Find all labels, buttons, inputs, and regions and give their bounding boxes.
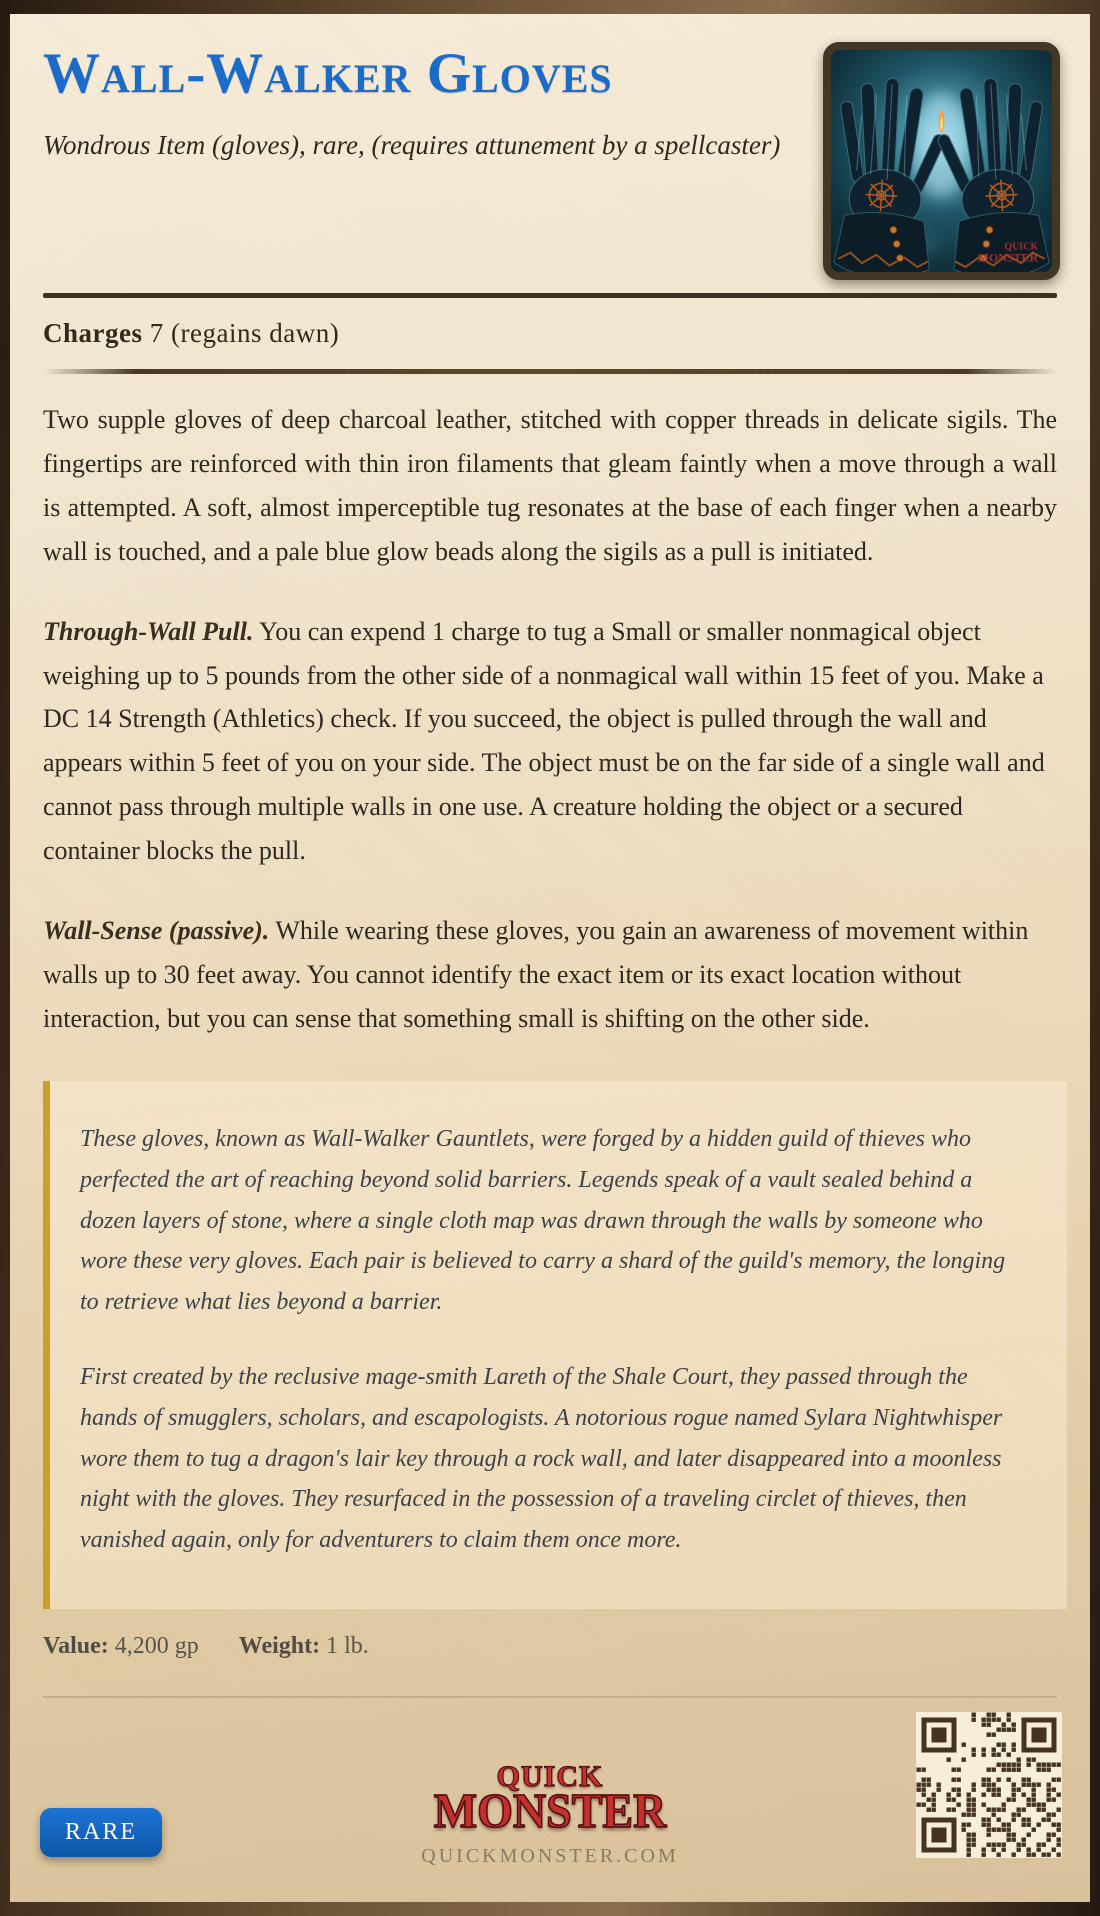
- item-description: Two supple gloves of deep charcoal leather, stitched with copper threads in delicate sigils. The fingertips are reinforced with thin iron filaments that gleam faintly when a move through a wall is attempted. A soft, almost imperceptible tug resonates at the base of each finger when a nearby wall is touched, and a pale blue glow beads along the sigils as a pull is initiated.: [43, 404, 1057, 566]
- feature-through-wall-pull: [43, 610, 1057, 874]
- charges-label: Charges: [43, 317, 143, 348]
- logo-quick-text: QUICK: [496, 1759, 604, 1793]
- logo-monster-text: MONSTER: [433, 1783, 667, 1838]
- lore-box: [43, 1081, 1067, 1609]
- stats-line: [43, 1633, 1057, 1660]
- quickmonster-logo: [43, 1760, 1057, 1868]
- gloves-illustration: [831, 50, 1052, 272]
- feature-name: Wall-Sense (passive).: [43, 916, 270, 946]
- lore-paragraph: First created by the reclusive mage-smith Lareth of the Shale Court, they passed through the hands of smugglers, scholars, and escapologists. A notorious rogue named Sylara Nightwhisper wore them to tug a dragon's lair key through a rock wall, and later disappeared into a moonless night with the gloves. They resurfaced in the possession of a traveling circlet of thieves, then vanished again, only for adventurers to claim them once more.: [80, 1364, 1003, 1554]
- page-title: Wall-Walker Gloves: [43, 42, 613, 105]
- divider-charges: [43, 369, 1057, 374]
- item-card: [10, 14, 1090, 1902]
- charges-value: 7 (regains dawn): [149, 317, 340, 348]
- value-amount: 4,200 gp: [114, 1632, 199, 1659]
- lore-paragraph: These gloves, known as Wall-Walker Gauntlets, were forged by a hidden guild of thieves who perfected the art of reaching beyond solid barriers. Legends speak of a vault sealed behind a dozen layers of stone, where a single cloth map was drawn through the walls by someone who wore these very gloves. Each pair is believed to carry a shard of the guild's memory, the longing to retrieve what lies beyond a barrier.: [80, 1126, 1006, 1316]
- feature-name: Through-Wall Pull.: [43, 616, 254, 646]
- divider-top: [43, 293, 1057, 298]
- feature-wall-sense: [43, 909, 1057, 1041]
- weight-label: Weight:: [238, 1632, 321, 1659]
- value-label: Value:: [43, 1632, 109, 1659]
- item-type-subtitle: Wondrous Item (gloves), rare, (requires attunement by a spellcaster): [43, 129, 781, 160]
- item-artwork: [823, 42, 1060, 280]
- website-text: QUICKMONSTER.COM: [421, 1844, 679, 1867]
- footer: [43, 1698, 1057, 1898]
- charges-line: [43, 318, 1057, 349]
- artwork-watermark-quick: QUICK: [1004, 241, 1039, 253]
- weight-amount: 1 lb.: [326, 1632, 369, 1659]
- feature-text: You can expend 1 charge to tug a Small or smaller nonmagical object weighing up to 5 pounds from the other side of a nonmagical wall within 15 feet of you. Make a DC 14 Strength (Athletics) check. If you succeed, the object is pulled through the wall and appears within 5 feet of you on your side. The object must be on the far side of a single wall and cannot pass through multiple walls in one use. A creature holding the object or a secured container blocks the pull.: [43, 616, 1045, 866]
- rarity-badge[interactable]: RARE: [40, 1808, 162, 1857]
- artwork-watermark-monster: MONSTER: [977, 250, 1039, 265]
- feature-text: While wearing these gloves, you gain an awareness of movement within walls up to 30 feet away. You cannot identify the exact item or its exact location without interaction, but you can sense that something small is shifting on the other side.: [43, 916, 1029, 1034]
